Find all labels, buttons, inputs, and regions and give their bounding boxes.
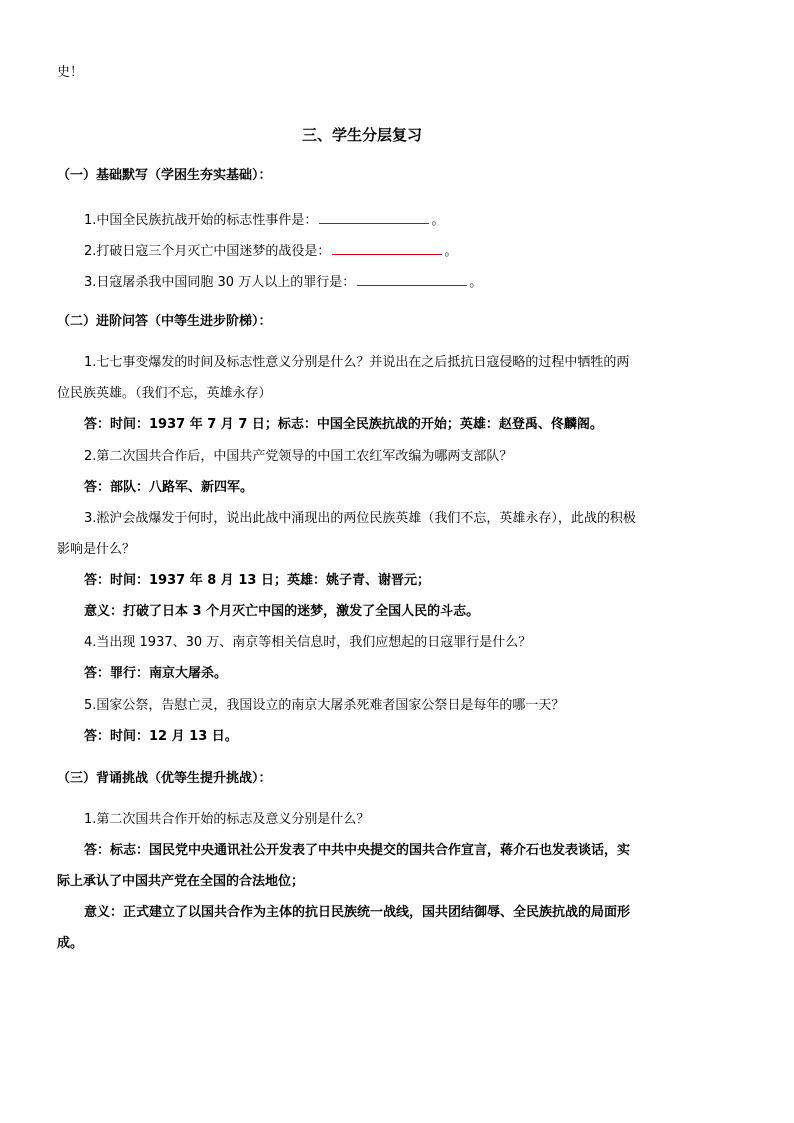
part2-a5: 答：时间：12 月 13 日。: [84, 729, 238, 744]
part2-q3-line1: 3.淞沪会战爆发于何时，说出此战中涌现出的两位民族英雄（我们不忘，英雄永存），此战的积极: [84, 511, 636, 526]
answer-blank-1[interactable]: [319, 209, 429, 224]
part1-heading: （一）基础默写（学困生夯实基础）：: [57, 168, 272, 183]
part1-item-1-end: 。: [431, 213, 445, 228]
answer-blank-3[interactable]: [357, 271, 467, 286]
part2-a1: 答：时间：1937 年 7 月 7 日；标志：中国全民族抗战的开始；英雄：赵登禹、佟麟阁。: [84, 417, 603, 432]
part3-heading: （三）背诵挑战（优等生提升挑战）：: [57, 771, 272, 786]
part1-item-1-text: 1.中国全民族抗战开始的标志性事件是：: [84, 213, 318, 228]
part2-a3-line1: 答：时间：1937 年 8 月 13 日；英雄：姚子青、谢晋元；: [84, 573, 430, 588]
intro-tail-text: 史！: [57, 65, 84, 80]
part1-item-2: [84, 240, 457, 261]
part2-q2: 2.第二次国共合作后，中国共产党领导的中国工农红军改编为哪两支部队？: [84, 449, 513, 464]
part2-q3-line2: 影响是什么？: [57, 542, 136, 557]
part1-item-2-text: 2.打破日寇三个月灭亡中国迷梦的战役是：: [84, 244, 331, 259]
part2-q5: 5.国家公祭，告慰亡灵，我国设立的南京大屠杀死难者国家公祭日是每年的哪一天？: [84, 698, 565, 713]
part2-heading: （二）进阶问答（中等生进步阶梯）：: [57, 314, 272, 329]
part1-item-2-end: 。: [444, 244, 458, 259]
part1-item-3-text: 3.日寇屠杀我中国同胞 30 万人以上的罪行是：: [84, 275, 356, 290]
part3-a1-line4: 成。: [57, 936, 84, 951]
part2-q4: 4.当出现 1937、30 万、南京等相关信息时，我们应想起的日寇罪行是什么？: [84, 635, 532, 650]
part1-item-3-end: 。: [469, 275, 483, 290]
part2-a2: 答：部队：八路军、新四军。: [84, 480, 254, 495]
part2-a4: 答：罪行：南京大屠杀。: [84, 666, 228, 681]
part3-a1-line1: 答：标志：国民党中央通讯社公开发表了中共中央提交的国共合作宣言，蒋介石也发表谈话，实: [84, 843, 631, 858]
section-title: 三、学生分层复习: [302, 126, 423, 144]
part3-q1: 1.第二次国共合作开始的标志及意义分别是什么？: [84, 812, 370, 827]
part1-item-3: [84, 271, 482, 292]
part2-q1-line2: 位民族英雄。（我们不忘，英雄永存）: [57, 386, 272, 401]
part1-item-1: [84, 209, 444, 230]
answer-blank-2[interactable]: [332, 240, 442, 255]
part2-a3-line2: 意义：打破了日本 3 个月灭亡中国的迷梦，激发了全国人民的斗志。: [84, 604, 480, 619]
part3-a1-line3: 意义：正式建立了以国共合作为主体的抗日民族统一战线，国共团结御辱、全民族抗战的局面形: [84, 905, 631, 920]
part2-q1-line1: 1.七七事变爆发的时间及标志性意义分别是什么？并说出在之后抵抗日寇侵略的过程中牺牲的两: [84, 355, 630, 370]
part3-a1-line2: 际上承认了中国共产党在全国的合法地位；: [57, 874, 305, 889]
